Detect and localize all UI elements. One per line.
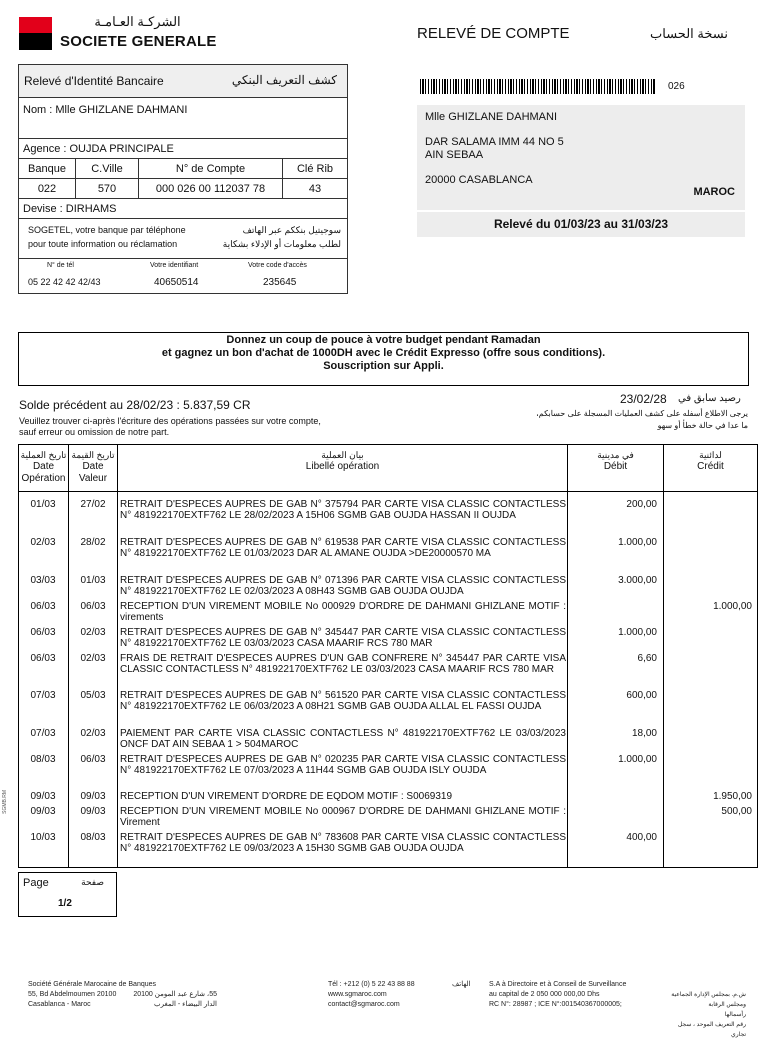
barcode-number: 026	[668, 81, 685, 92]
previous-balance-label-ar: رصيد سابق في	[678, 393, 741, 404]
document-title-ar: نسخة الحساب	[650, 26, 728, 41]
promo-banner	[18, 332, 749, 386]
rib-agency: Agence : OUJDA PRINCIPALE	[23, 143, 174, 155]
sogetel-text-1: SOGETEL, votre banque par téléphone	[28, 225, 186, 235]
access-code-header: Votre code d'accès	[248, 262, 307, 269]
header-debit: في مدينية Débit	[597, 450, 634, 472]
page-number: 1/2	[58, 898, 72, 909]
sogetel-access-code: 235645	[263, 277, 297, 288]
address-country: MAROC	[693, 186, 735, 198]
rib-key: 43	[308, 182, 322, 195]
address-line2: AIN SEBAA	[425, 149, 484, 161]
page-label-ar: صفحة	[81, 877, 104, 887]
previous-balance-date-ar: 23/02/28	[620, 392, 667, 406]
rib-account-number: 000 026 00 112037 78	[139, 179, 283, 199]
statement-note-ar	[536, 408, 748, 432]
footer-contact: Tél : +212 (0) 5 22 43 88 88 www.sgmaroc.com contact@sgmaroc.com	[328, 981, 415, 1008]
previous-balance: Solde précédent au 28/02/23 : 5.837,59 CR	[19, 398, 251, 412]
statement-note	[19, 416, 321, 438]
barcode-icon	[420, 79, 656, 94]
promo-line1: Donnez un coup de pouce à votre budget pendant Ramadan	[226, 334, 541, 346]
address-city: 20000 CASABLANCA	[425, 174, 533, 186]
rib-title-ar: كشف التعريف البنكي	[231, 73, 337, 87]
rib-city-code: 570	[76, 179, 139, 199]
sogetel-identifier: 40650514	[154, 277, 199, 288]
statement-note-ar-line2: ما عدا في حالة خطأ أو سهو	[657, 421, 748, 430]
brand-name: SOCIETE GENERALE	[60, 33, 217, 50]
document-title: RELEVÉ DE COMPTE	[417, 25, 570, 42]
sogetel-text-ar-1: سوجيتيل بنككم عبر الهاتف	[242, 225, 341, 235]
footer-contact-ar: الهاتف	[452, 981, 471, 988]
promo-line3: Souscription sur Appli.	[323, 360, 444, 372]
rib-title: Relevé d'Identité Bancaire	[24, 74, 164, 88]
rib-box	[18, 64, 348, 294]
rib-account-table	[19, 159, 347, 198]
promo-line2: et gagnez un bon d'achat de 1000DH avec le Crédit Expresso (offre sous conditions).	[161, 347, 606, 359]
side-code: SGMB.RM	[2, 790, 8, 814]
footer-company-ar: 55، شارع عبد المومن 20100 الدار البيضاء - المغرب	[133, 991, 217, 1008]
page-indicator	[18, 872, 117, 917]
tel-header: N° de tél	[47, 262, 74, 269]
sogetel-text-2: pour toute information ou réclamation	[28, 239, 178, 249]
rib-bank-code: 022	[19, 179, 76, 199]
address-line1: DAR SALAMA IMM 44 NO 5	[425, 136, 564, 148]
societe-generale-logo-icon	[19, 17, 52, 50]
rib-currency: Devise : DIRHAMS	[23, 203, 117, 215]
rib-header-city: C.Ville	[76, 159, 139, 179]
footer-company: Société Générale Marocaine de Banques 55, Bd Abdelmoumen 20100 Casablanca - Maroc	[28, 981, 157, 1008]
footer-legal-ar: ش.م. بمجلس الإدارة الجماعية ومجلس الرقابة رأسمالها رقم التعريف الموحد ، سجل تجاري	[671, 992, 746, 1038]
brand-name-ar: الشركـة العـامـة	[94, 14, 181, 29]
page-label: Page	[23, 877, 49, 889]
rib-holder-name: Nom : Mlle GHIZLANE DAHMANI	[23, 104, 188, 116]
statement-note-line2: sauf erreur ou omission de notre part.	[19, 427, 170, 437]
identifier-header: Votre identifiant	[150, 262, 199, 269]
operations-table: تاريخ العملية Date Opération تاريخ القيمة Date Valeur بيان العملية Libellé opération في مدينية Débit لدائنية Crédit 01/03 27/02 RETRAIT D'ESPECES AUPRES DE GAB N° 375794 PAR CARTE VISA CLASSIC CONTACTLESS N° 481922170EXTF762 LE 28/02/2023 A 15H06 SGMB GAB OUJDA HASSAN II OUJDA 200,00 02/03 28/02 RETRAIT D'ESPECES AUPRES DE GAB N° 619538 PAR CARTE VISA CLASSIC CONTACTLESS N° 481922170EXTF762 LE 01/03/2023 DAR AL AMANE OUJDA >DE20000570 MA 1.000,00 03/03 01/03 RETRAIT D'ESPECES AUPRES DE GAB N° 071396 PAR CARTE VISA CLASSIC CONTACTLESS N° 481922170EXTF762 LE 02/03/2023 A 08H43 SGMB GAB OUJDA OUJDA 3.000,00 06/03 06/03 RECEPTION D'UN VIREMENT MOBILE No 000929 D'ORDRE DE DAHMANI GHIZLANE MOTIF : virements 1.000,00 06/03 02/03 RETRAIT D'ESPECES AUPRES DE GAB N° 345447 PAR CARTE VISA CLASSIC CONTACTLESS N° 481922170EXTF762 LE 03/03/2023 CASA MAARIF RCS 780 MAR 1.000,00 06/03 02/03 FRAIS DE RETRAIT D'ESPECES AUPRES D'UN GAB CONFRERE N° 345447 PAR CARTE VISA CLASSIC CONTACTLESS N° 481922170EXTF762 LE 03/03/2023 CASA MAARIF RCS 780 MAR 6,60 07/03 05/03 RETRAIT D'ESPECES AUPRES DE GAB N° 561520 PAR CARTE VISA CLASSIC CONTACTLESS N° 481922170EXTF762 LE 06/03/2023 A 08H21 SGMB GAB OUJDA ALLAL EL FASSI OUJDA 600,00 07/03 02/03 PAIEMENT PAR CARTE VISA CLASSIC CONTACTLESS N° 481922170EXTF762 LE 03/03/2023 ONCF DAT AIN SEBAA 1 > 504MAROC 18,00 08/03 06/03 RETRAIT D'ESPECES AUPRES DE GAB N° 020235 PAR CARTE VISA CLASSIC CONTACTLESS N° 481922170EXTF762 LE 07/03/2023 A 11H44 SGMB GAB OUJDA ISLY OUJDA 1.000,00 09/03 09/03 RECEPTION D'UN VIREMENT D'ORDRE DE EQDOM MOTIF : S0069319 1.950,00 09/03 09/03 RECEPTION D'UN VIREMENT MOBILE No 000967 D'ORDRE DE DAHMANI GHIZLANE MOTIF : Virement 500,00 10/03 08/03 RETRAIT D'ESPECES AUPRES DE GAB N° 783608 PAR CARTE VISA CLASSIC CONTACTLESS N° 481922170EXTF762 LE 09/03/2023 A 15H30 SGMB GAB OUJDA OUJDA 400,00	[18, 444, 758, 868]
header-credit: لدائنية Crédit	[697, 450, 724, 472]
address-name: Mlle GHIZLANE DAHMANI	[425, 111, 558, 123]
rib-header-key: Clé Rib	[283, 159, 348, 179]
header-label: بيان العملية Libellé opération	[305, 450, 380, 472]
statement-period: Relevé du 01/03/23 au 31/03/23	[417, 212, 745, 237]
sogetel-phone: 05 22 42 42 42/43	[28, 277, 101, 287]
header-date-value: تاريخ القيمة Date Valeur	[71, 450, 115, 484]
footer-legal: S.A à Directoire et à Conseil de Surveillance au capital de 2 050 000 000,00 Dhs RC N°: 28987 ; ICE N°:001540367000005;	[489, 981, 627, 1008]
sogetel-text-ar-2: لطلب معلومات أو الإدلاء بشكاية	[222, 239, 341, 249]
rib-header-bank: Banque	[19, 159, 76, 179]
header-date-operation: تاريخ العملية Date Opération	[20, 450, 67, 484]
rib-header-account: N° de Compte	[139, 159, 283, 179]
statement-note-line1: Veuillez trouver ci-après l'écriture des opérations passées sur votre compte,	[19, 416, 321, 426]
address-block	[417, 105, 745, 210]
statement-note-ar-line1: يرجى الاطلاع أسفله على كشف العمليات المسجلة على حسابكم،	[536, 409, 748, 418]
